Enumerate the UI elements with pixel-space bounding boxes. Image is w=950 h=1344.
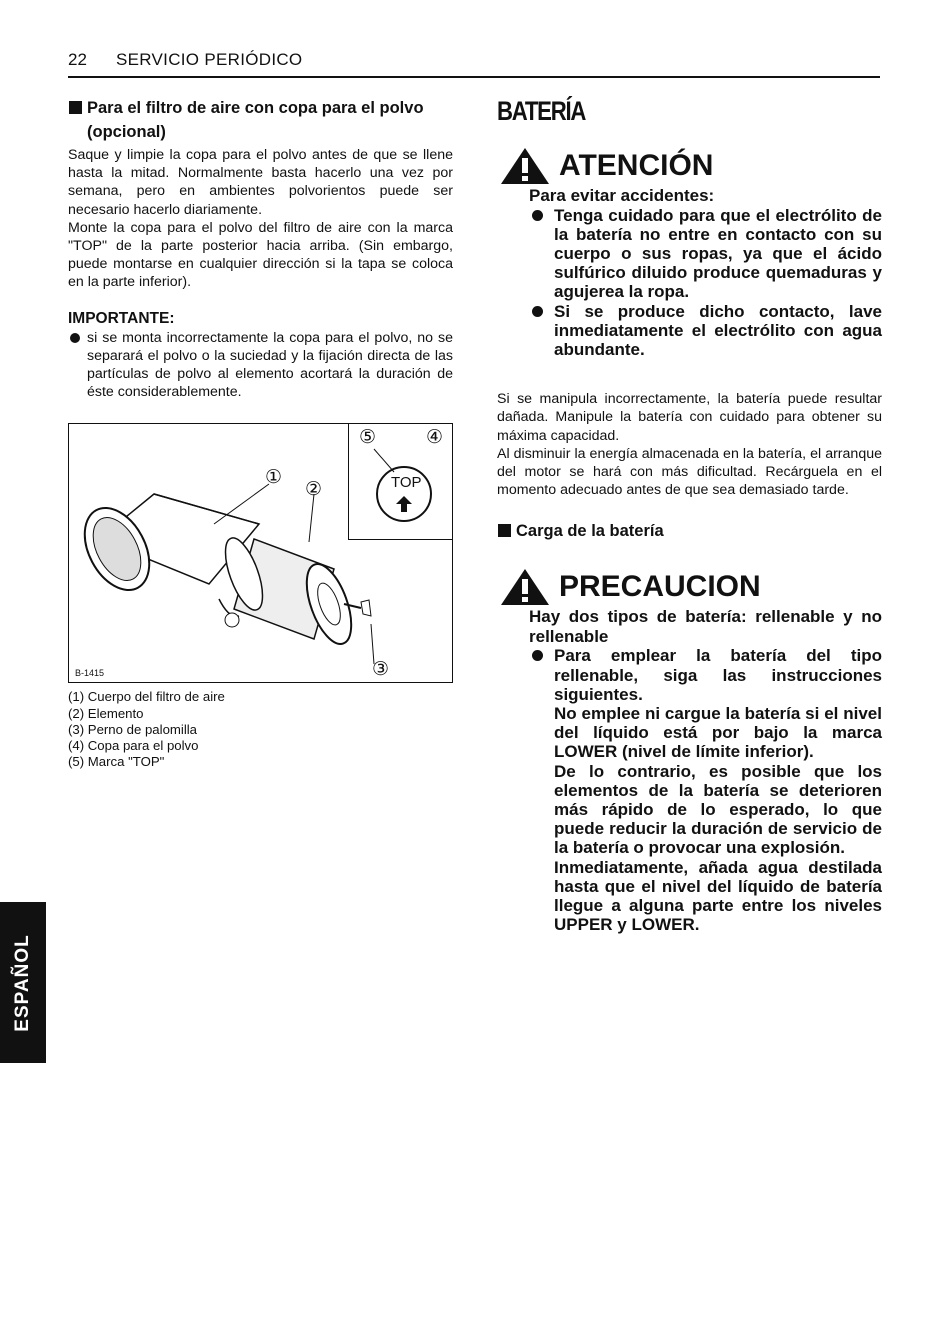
callout-1: ① — [265, 467, 283, 489]
caption: (2) Elemento — [68, 705, 144, 721]
battery-charge-subheading: Carga de la batería — [497, 519, 882, 543]
language-label: ESPAÑOL — [12, 933, 33, 1032]
warning-continuation: No emplee ni cargue la batería si el nivel del líquido está por bajo la marca LOWER (nivel de límite inferior). — [554, 703, 882, 762]
battery-title: BATERÍA — [497, 96, 586, 126]
right-column — [497, 96, 882, 934]
warning-bullet: Tenga cuidado para que el electrólito de la batería no entre en contacto con su cuerpo o sus ropas, ya que el ácido sulfúrico diluido produce quemaduras y agujerea la ropa. — [529, 206, 882, 302]
callout-2: ② — [305, 479, 323, 501]
warning-word: PRECAUCION — [559, 570, 761, 604]
page-number: 22 — [68, 50, 87, 69]
warning-lead: Hay dos tipos de batería: rellenable y no rellenable — [529, 607, 882, 646]
callout-3: ③ — [372, 659, 390, 681]
warning-triangle-icon — [499, 567, 551, 607]
figure-captions — [68, 689, 453, 770]
important-label: IMPORTANTE: — [68, 309, 175, 327]
warning-header-caution — [497, 567, 882, 607]
warning-word: ATENCIÓN — [559, 149, 714, 182]
bullet-dot-icon — [532, 650, 543, 661]
square-bullet-icon — [498, 524, 511, 537]
language-side-tab — [0, 902, 46, 1063]
air-filter-figure — [68, 423, 453, 683]
caption: (3) Perno de palomilla — [68, 721, 198, 737]
warning-bullet: Para emplear la batería del tipo rellenable, siga las instrucciones siguientes. — [529, 646, 882, 704]
caption: (4) Copa para el polvo — [68, 738, 199, 754]
bullet-dot-icon — [532, 210, 543, 221]
top-mark-label: TOP — [391, 474, 422, 492]
square-bullet-icon — [69, 101, 82, 114]
paragraph: Saque y limpie la copa para el polvo antes de que se llene hasta la mitad. Normalmente basta hacerlo una vez por semana, pero en ambientes polvorientos puede ser necesario hacerlo diariamente. — [68, 147, 453, 218]
bullet-dot-icon — [70, 333, 80, 343]
paragraph: Al disminuir la energía almacenada en la batería, el arranque del motor se hará con más dificultad. Recárguela en el momento adecuado antes de que sea demasiado tarde. — [497, 445, 882, 499]
callout-5: ⑤ — [359, 427, 377, 449]
warning-body — [497, 186, 882, 359]
warning-header-attention — [497, 146, 882, 186]
paragraph: Monte la copa para el polvo del filtro de aire con la marca "TOP" de la parte posterior hacia arriba. (Sin embargo, puede montarse en cualquier dirección si la tapa se coloca en la parte inferior). — [68, 219, 453, 291]
left-column — [68, 96, 453, 770]
section-title: SERVICIO PERIÓDICO — [116, 50, 303, 69]
warning-continuation: Inmediatamente, añada agua destilada hasta que el nivel del líquido de batería llegue a alguna parte entre los niveles UPPER y LOWER. — [554, 857, 882, 935]
warning-lead: Para evitar accidentes: — [529, 186, 715, 205]
caption: (5) Marca "TOP" — [68, 754, 165, 770]
important-bullet: si se monta incorrectamente la copa para el polvo, no se separará el polvo o la suciedad y la fijación directa de las partículas de polvo al elemento acortará la duración de éste considerablemente. — [68, 329, 453, 402]
caption: (1) Cuerpo del filtro de aire — [68, 689, 225, 705]
callout-4: ④ — [426, 427, 444, 449]
page-header — [68, 50, 880, 78]
air-filter-subheading: Para el filtro de aire con copa para el polvo (opcional) — [68, 96, 453, 144]
figure-code: B-1415 — [75, 668, 105, 679]
warning-bullet: Si se produce dicho contacto, lave inmediatamente el electrólito con agua abundante. — [529, 302, 882, 360]
warning-body — [497, 607, 882, 934]
warning-triangle-icon — [499, 146, 551, 186]
warning-continuation: De lo contrario, es posible que los elementos de la batería se deterioren más rápido de lo esperado, lo que puede reducir la duración de servicio de la batería o provocar una explosión. — [554, 761, 882, 858]
paragraph: Si se manipula incorrectamente, la batería puede resultar dañada. Manipule la batería con cuidado para obtener su máxima capacidad. — [497, 391, 882, 444]
bullet-dot-icon — [532, 306, 543, 317]
